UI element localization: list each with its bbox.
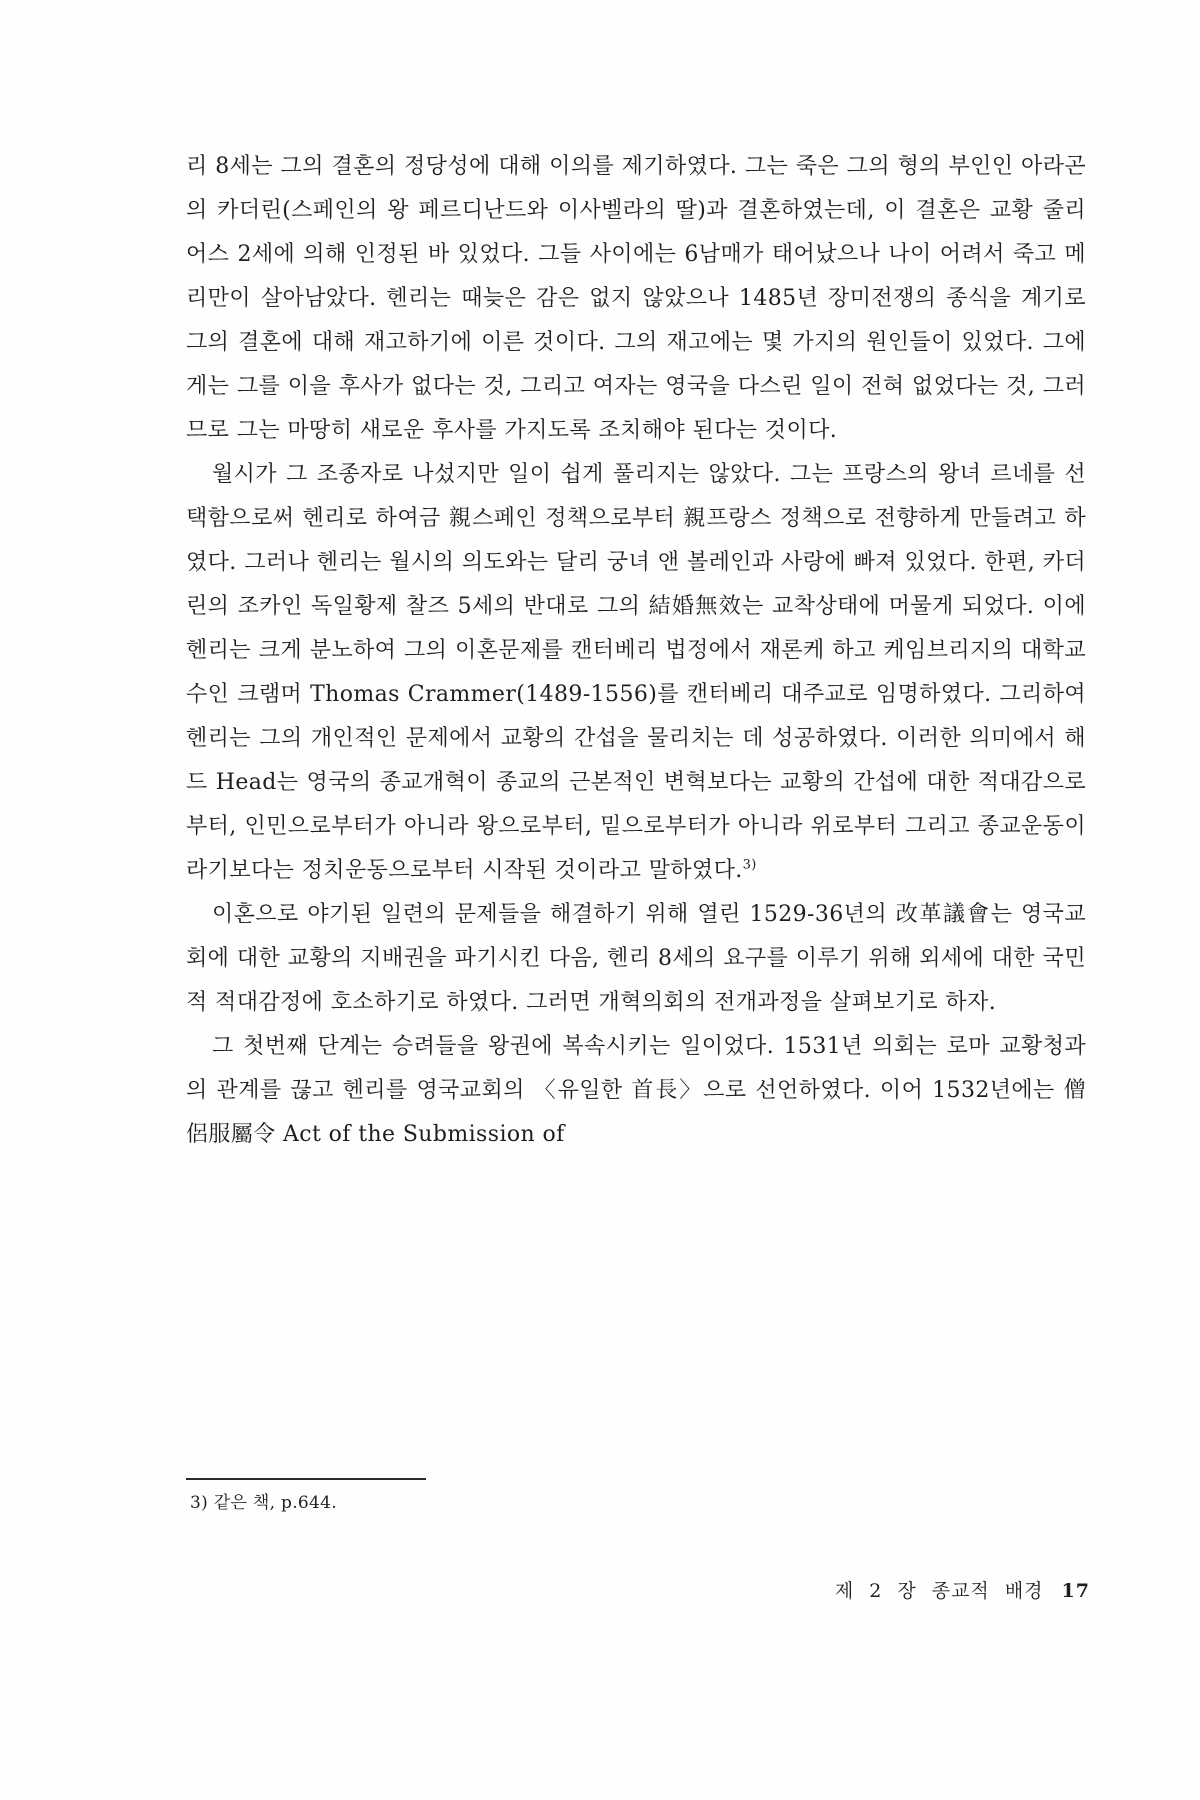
page-number: 17 [1061,1580,1090,1602]
body-text [186,145,1086,1157]
paragraph-2 [186,453,1086,893]
paragraph-1-text: 리 8세는 그의 결혼의 정당성에 대해 이의를 제기하였다. 그는 죽은 그의 형의 부인인 아라곤의 카더린(스페인의 왕 페르디난드와 이사벨라의 딸)과 결혼하였는데, 이 결혼은 교황 줄리어스 2세에 의해 인정된 바 있었다. 그들 사이에는 6남매가 태어났으나 나이 어려서 죽고 메리만이 살아남았다. 헨리는 때늦은 감은 없지 않았으나 1485년 장미전쟁의 종식을 계기로 그의 결혼에 대해 재고하기에 이른 것이다. 그의 재고에는 몇 가지의 원인들이 있었다. 그에게는 그를 이을 후사가 없다는 것, 그리고 여자는 영국을 다스린 일이 전혀 없었다는 것, 그러므로 그는 마땅히 새로운 후사를 가지도록 조치해야 된다는 것이다. [186,154,1086,443]
footnote-reference[interactable]: 3) [742,857,757,873]
paragraph-3 [186,893,1086,1025]
footnote-divider [186,1478,426,1480]
paragraph-4 [186,1025,1086,1157]
chapter-title: 제 2 장 종교적 배경 [834,1580,1044,1602]
footnote-text: 3) 같은 책, p.644. [190,1493,337,1513]
footnote [190,1490,337,1516]
paragraph-3-text: 이혼으로 야기된 일련의 문제들을 해결하기 위해 열린 1529-36년의 改革議會는 영국교회에 대한 교황의 지배권을 파기시킨 다음, 헨리 8세의 요구를 이루기 위해 외세에 대한 국민적 적대감정에 호소하기로 하였다. 그러면 개혁의회의 전개과정을 살펴보기로 하자. [186,902,1086,1015]
running-footer [760,1577,1090,1605]
paragraph-4-text: 그 첫번째 단계는 승려들을 왕권에 복속시키는 일이었다. 1531년 의회는 로마 교황청과의 관계를 끊고 헨리를 영국교회의 〈유일한 首長〉으로 선언하였다. 이어 1532년에는 僧侶服屬令 Act of the Submission of [186,1034,1086,1147]
paragraph-2-text: 월시가 그 조종자로 나섰지만 일이 쉽게 풀리지는 않았다. 그는 프랑스의 왕녀 르네를 선택함으로써 헨리로 하여금 親스페인 정책으로부터 親프랑스 정책으로 전향하게 만들려고 하였다. 그러나 헨리는 월시의 의도와는 달리 궁녀 앤 볼레인과 사랑에 빠져 있었다. 한편, 카더린의 조카인 독일황제 찰즈 5세의 반대로 그의 結婚無效는 교착상태에 머물게 되었다. 이에 헨리는 크게 분노하여 그의 이혼문제를 캔터베리 법정에서 재론케 하고 케임브리지의 대학교수인 크램머 Thomas Crammer(1489-1556)를 캔터베리 대주교로 임명하였다. 그리하여 헨리는 그의 개인적인 문제에서 교황의 간섭을 물리치는 데 성공하였다. 이러한 의미에서 해드 Head는 영국의 종교개혁이 종교의 근본적인 변혁보다는 교황의 간섭에 대한 적대감으로부터, 인민으로부터가 아니라 왕으로부터, 밑으로부터가 아니라 위로부터 그리고 종교운동이라기보다는 정치운동으로부터 시작된 것이라고 말하였다. [186,462,1086,883]
paragraph-1 [186,145,1086,453]
